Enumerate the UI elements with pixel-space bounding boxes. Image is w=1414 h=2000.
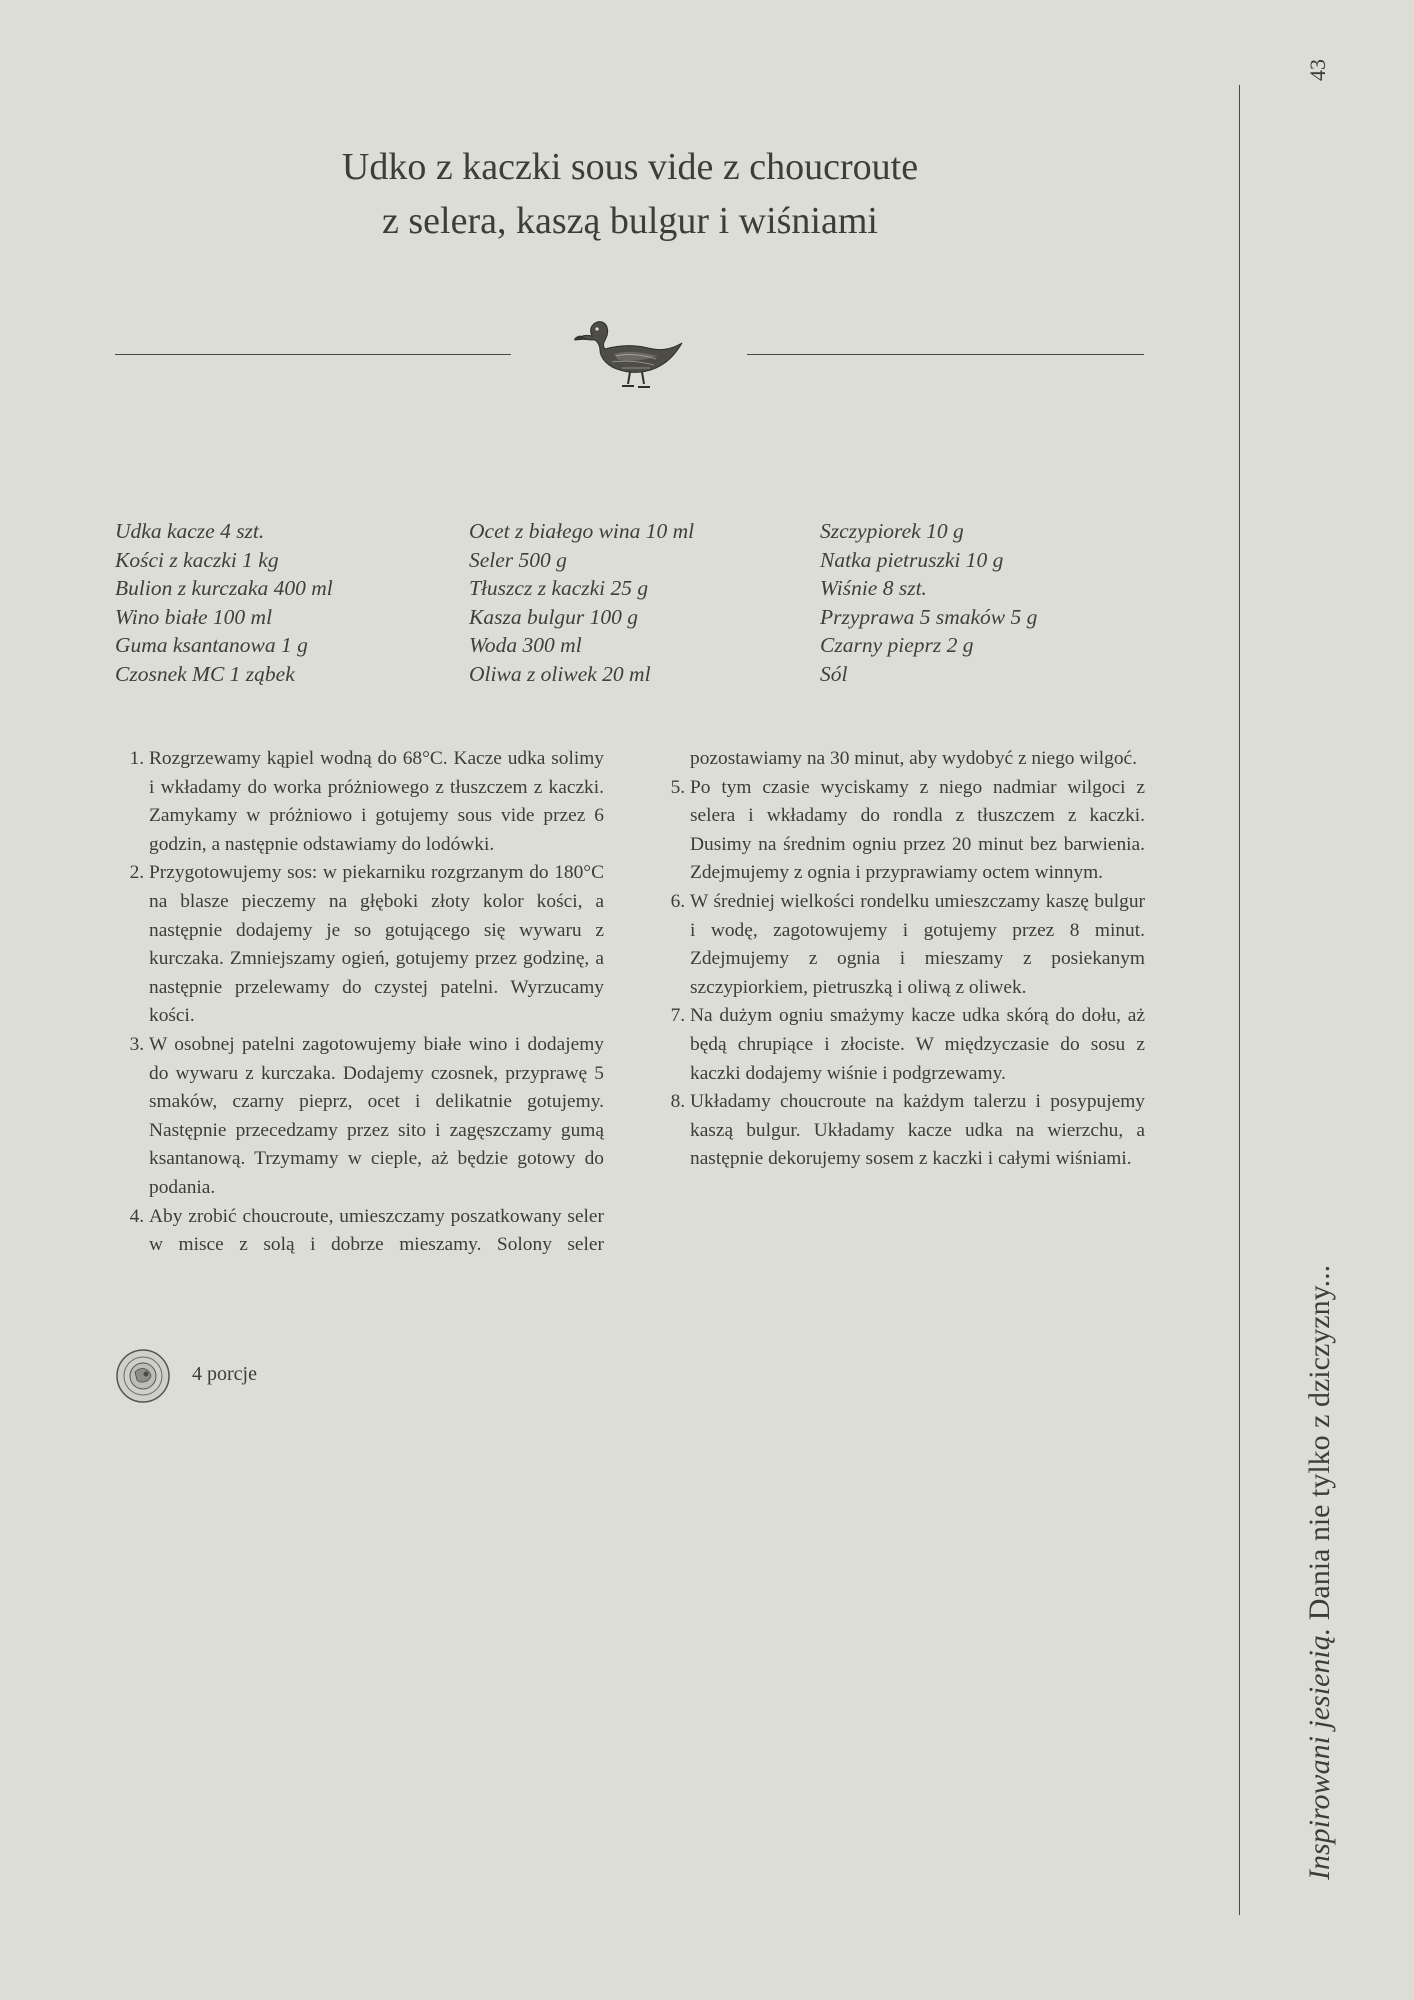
step-item: 7. Na dużym ogniu smażymy kacze udka skórą do dołu, aż będą chrupiące i złociste. W międzyczasie do sosu z kaczki dodajemy wiśnie i podgrzewamy. [690,1002,1145,1088]
ingredients-column-2 [469,517,694,688]
ingredient-item: Wino białe 100 ml [115,604,273,629]
step-item: 2. Przygotowujemy sos: w piekarniku rozgrzanym do 180°C na blasze pieczemy na głęboki złoty kolor kości, a następnie dodajemy je so gotującego się wywaru z kurczaka. Zmniejszamy ogień, gotujemy przez godzinę, a następnie przelewamy do czystej patelni. Wyrzucamy kości. [149,859,604,1031]
step-item: 3. W osobnej patelni zagotowujemy białe wino i dodajemy do wywaru z kurczaka. Dodajemy czosnek, przyprawę 5 smaków, czarny pieprz, ocet i delikatnie gotujemy. Następnie przecedzamy przez sito i zagęszczamy gumą ksantanową. Trzymamy w cieple, aż będzie gotowy do podania. [149,1031,604,1203]
ingredient-item: Seler 500 g [469,547,567,572]
step-item: 5. Po tym czasie wyciskamy z niego nadmiar wilgoci z selera i wkładamy do rondla z tłuszczem z kaczki. Dusimy na średnim ogniu przez 20 minut bez barwienia. Zdejmujemy z ognia i przyprawiamy octem winnym. [690,774,1145,888]
recipe-title [180,140,1080,248]
ingredient-item: Czarny pieprz 2 g [820,633,974,657]
ingredient-item: Szczypiorek 10 g [820,519,964,543]
plate-icon [115,1348,171,1404]
ingredient-item: Oliwa z oliwek 20 ml [469,661,651,686]
ingredient-item: Natka pietruszki 10 g [820,547,1004,572]
running-head-italic: Inspirowani jesienią. [1303,1627,1336,1880]
duck-icon [572,310,684,394]
ingredient-item: Udka kacze 4 szt. [115,519,265,543]
step-item: 6. W średniej wielkości rondelku umieszczamy kaszę bulgur i wodę, zagotowujemy i gotujemy przez 8 minut. Zdejmujemy z ognia i mieszamy z posiekanym szczypiorkiem, pietruszką i oliwą z oliwek. [690,888,1145,1002]
step-item: 1. Rozgrzewamy kąpiel wodną do 68°C. Kacze udka solimy i wkładamy do worka próżniowego z tłuszczem z kaczki. Zamykamy w próżniowo i gotujemy sous vide przez 6 godzin, a następnie odstawiamy do lodówki. [149,745,604,859]
ingredient-item: Czosnek MC 1 ząbek [115,661,295,686]
ingredient-item: Kości z kaczki 1 kg [115,547,279,572]
divider-right [747,354,1144,355]
recipe-title-line-2: z selera, kaszą bulgur i wiśniami [382,200,878,242]
steps-list [115,745,1145,1285]
servings-label: 4 porcje [192,1363,257,1385]
divider-left [115,354,511,355]
ingredient-item: Woda 300 ml [469,633,582,657]
step-item: 4. Aby zrobić choucroute, umieszczamy poszatkowany seler w misce z solą i dobrze mieszamy. Solony seler pozostawiamy na 30 minut, aby wydobyć z niego wilgoć. [149,745,1145,1285]
ingredient-item: Kasza bulgur 100 g [469,604,639,629]
ingredient-item: Guma ksantanowa 1 g [115,633,308,657]
ingredients-column-1 [115,517,333,688]
ingredient-item: Tłuszcz z kaczki 25 g [469,576,649,600]
margin-rule [1239,85,1240,1915]
ingredient-item: Ocet z białego wina 10 ml [469,519,695,543]
recipe-title-line-1: Udko z kaczki sous vide z choucroute [341,146,919,188]
ingredient-item: Przyprawa 5 smaków 5 g [820,604,1038,629]
ingredient-item: Wiśnie 8 szt. [820,576,927,600]
running-head-regular: Dania nie tylko z dziczyzny... [1303,1264,1336,1621]
step-item: 8. Układamy choucroute na każdym talerzu i posypujemy kaszą bulgur. Układamy kacze udka na wierzchu, a następnie dekorujemy sosem z kaczki i całymi wiśniami. [690,1088,1145,1174]
ingredient-item: Bulion z kurczaka 400 ml [115,576,333,600]
ingredients-column-3 [820,517,1037,688]
preparation-steps [115,745,1145,1285]
page-number: 43 [1305,59,1330,81]
running-head [1300,1040,1340,1880]
ingredient-item: Sól [820,661,848,686]
